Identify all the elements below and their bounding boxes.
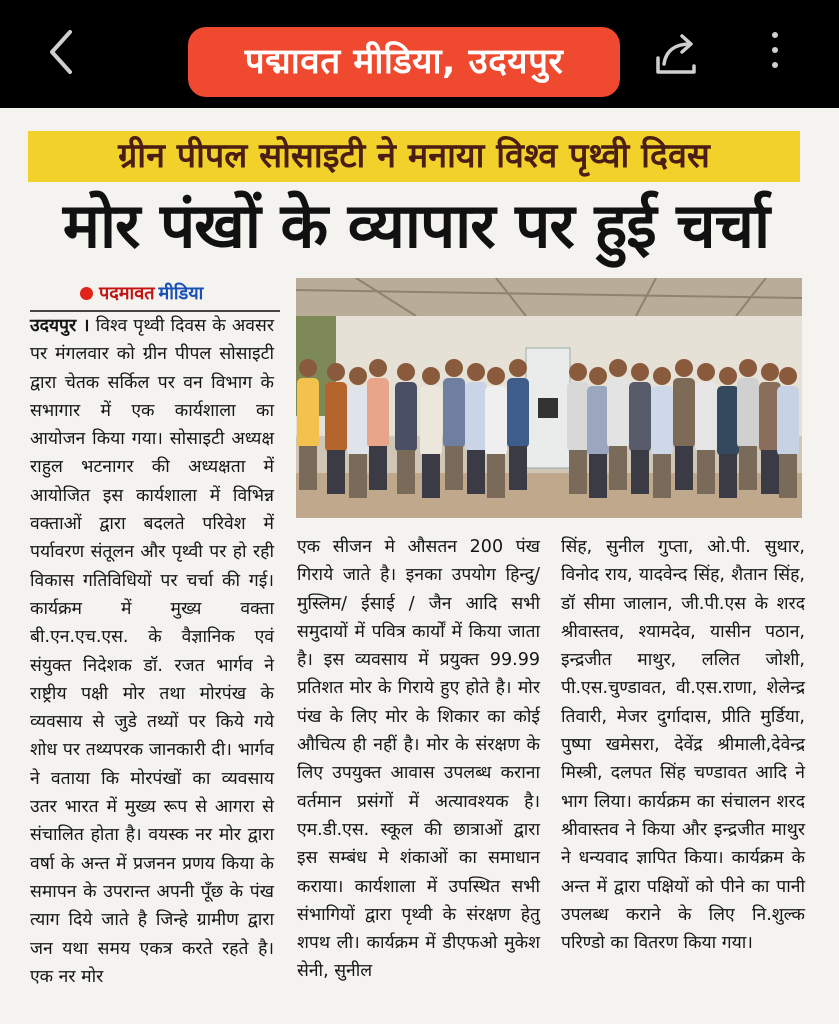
article-column-2: एक सीजन मे औसतन 200 पंख गिराये जाते है। इनका उपयोग हिन्दु/मुस्लिम/ ईसाई / जैन आदि सभी समुदायों में पवित्र कार्यों में किया जाता है। इस व्यवसाय में प्रयुक्त 99.99 प्रतिशत मोर के गिराये हुए होते है। मोर पंख के लिए मोर के शिकार का कोई औचित्य ही नहीं है। मोर के संरक्षण के लिए उपयुक्त आवास उपलब्ध कराना वर्तमान प्रसंगों में अत्यावश्यक है। एम.डी.एस. स्कूल की छात्राओं द्वारा इस सम्बंध मे शंकाओं का समाधान कराया। कार्यशाला में उपस्थित सभी संभागियों द्वारा पृथ्वी के संरक्षण हेतु शपथ ली। कार्यक्रम में डीएफओ मुकेश सेनी, सुनील <box>297 537 540 982</box>
article-kicker: ग्रीन पीपल सोसाइटी ने मनाया विश्व पृथ्वी दिवस <box>28 131 800 182</box>
event-group-photo <box>296 278 802 518</box>
source-name-blue: मीडिया <box>158 283 204 304</box>
article-column-1 <box>30 312 274 991</box>
dateline: उदयपुर । <box>30 316 90 336</box>
more-options-button[interactable] <box>760 26 790 80</box>
app-top-bar <box>0 0 839 108</box>
article-column-3: सिंह, सुनील गुप्ता, ओ.पी. सुथार, विनोद राय, यादवेन्द सिंह, शैतान सिंह, डॉ सीमा जालान, जी.पी.एस के शरद श्रीवास्तव, श्यामदेव, यासीन पठान, इन्द्रजीत माथुर, ललित जोशी, पी.एस.चुण्डावत, वी.एस.राणा, शेलेन्द्र तिवारी, मेजर दुर्गादास, प्रीति मुर्डिया, पुष्पा खमेसरा, देवेंद्र श्रीमाली,देवेन्द्र मिस्त्री, दलपत सिंह चण्डावत आदि ने भाग लिया। कार्यक्रम का संचालन शरद श्रीवास्तव ने किया और इन्द्रजीत माथुर ने धन्यवाद ज्ञापित किया। कार्यक्रम के अन्त में द्वारा पक्षियों को पीने का पानी उपलब्ध कराने के लिए नि.शुल्क परिण्डो का वितरण किया गया। <box>561 537 805 954</box>
app-title: पद्मावत मीडिया, उदयपुर <box>188 27 620 97</box>
chevron-left-icon <box>38 26 86 78</box>
more-vertical-icon <box>772 32 778 38</box>
share-icon <box>650 28 702 80</box>
article-headline: मोर पंखों के व्यापार पर हुई चर्चा <box>62 189 770 262</box>
share-button[interactable] <box>650 28 702 80</box>
column-1-text: विश्व पृथ्वी दिवस के अवसर पर मंगलवार को ग्रीन पीपल सोसाइटी द्वारा चेतक सर्किल पर वन विभाग के सभागार में एक कार्यशाला का आयोजन किया गया। सोसाइटी अध्यक्ष राहुल भटनागर की अध्यक्षता में आयोजित इस कार्यशाला में विभिन्न वक्ताओं द्वारा बदलते परिवेश में पर्यावरण संतूलन और पृथ्वी पर हो रही विकास गतिविधियों पर चर्चा की गई। कार्यक्रम में मुख्य वक्ता बी.एन.एच.एस. के वैज्ञानिक एवं संयुक्त निदेशक डॉ. रजत भार्गव ने राष्ट्रीय पक्षी मोर तथा मोरपंख के व्यवसाय से जुडे तथ्यों पर किये गये शोध पर तथ्यपरक जानकारी दी। भार्गव ने वताया कि मोरपंखों का व्यवसाय उतर भारत में मुख्य रूप से आगरा से संचालित होता है। वयस्क नर मोर द्वारा वर्षा के अन्त में प्रजनन प्रणय किया के समापन के उपरान्त अपनी पूँछ के पंख त्याग दिये जाते है जिन्हे ग्रामीण द्वारा जन यथा समय एकत्र करते रहते है। एक नर मोर <box>30 316 274 987</box>
source-credit <box>80 280 203 308</box>
source-name-red: पदमावत <box>99 283 155 304</box>
red-dot-icon <box>80 287 93 300</box>
back-button[interactable] <box>38 26 86 78</box>
